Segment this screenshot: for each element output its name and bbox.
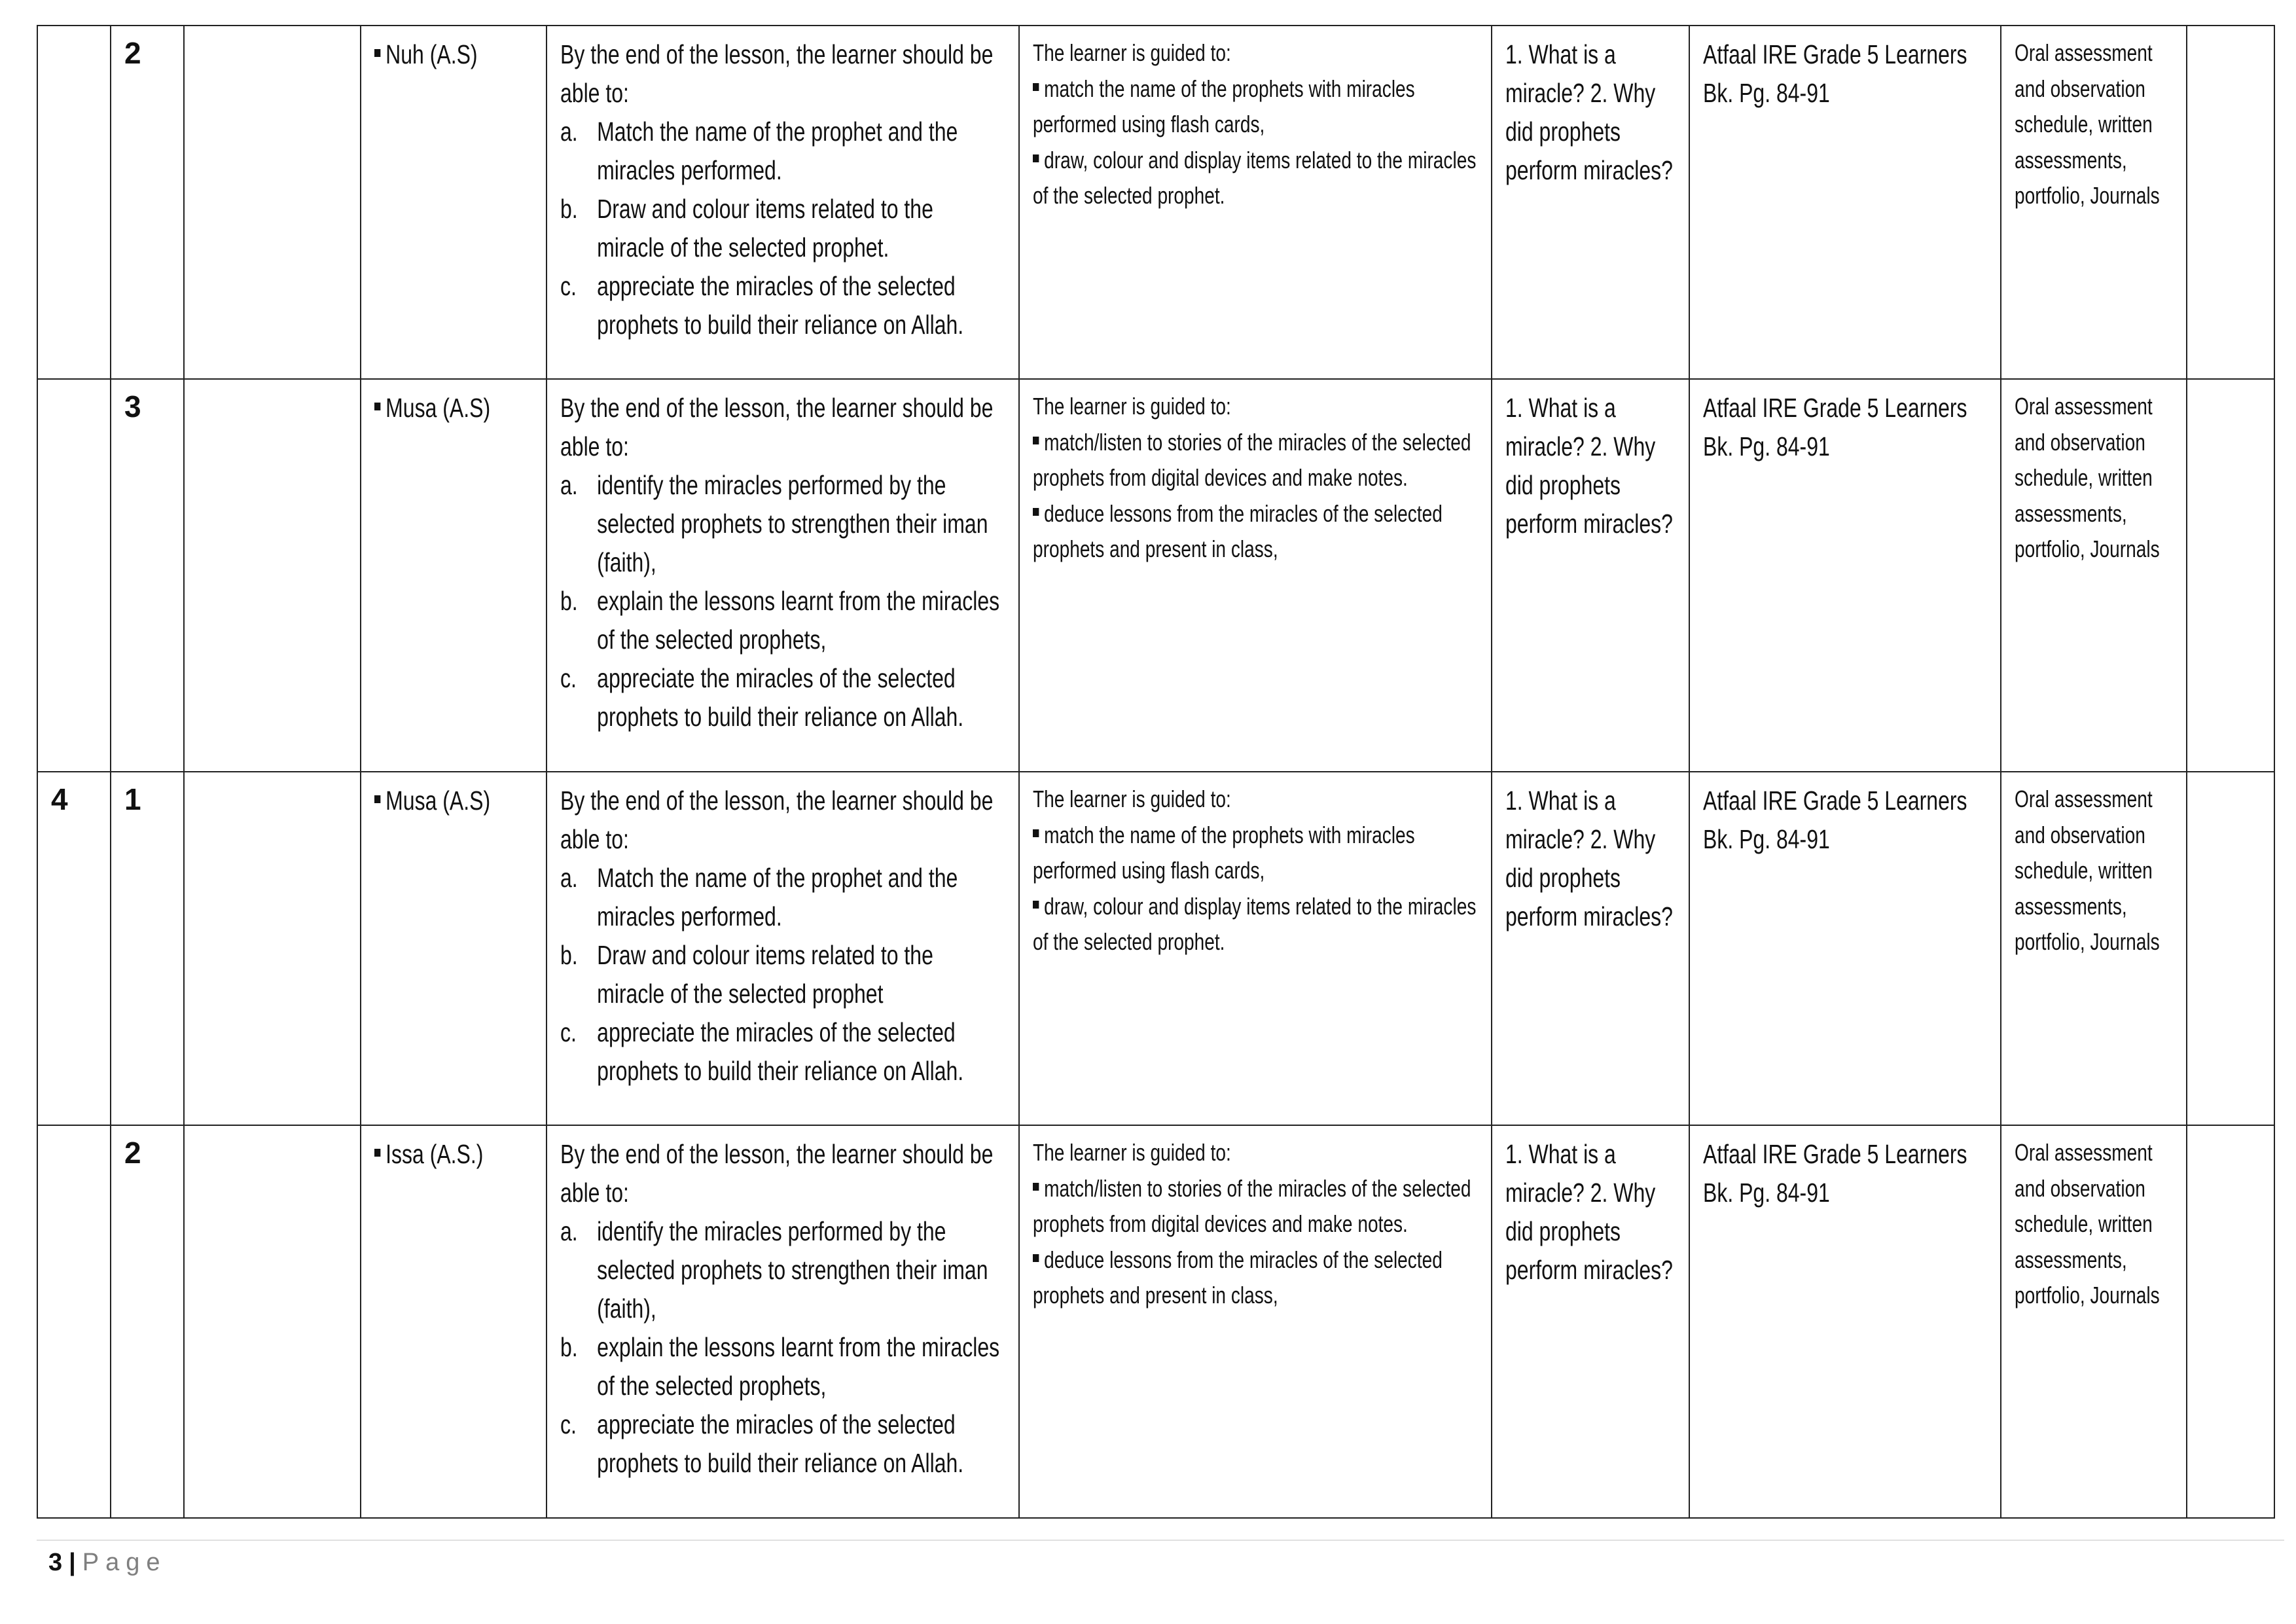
strand-cell xyxy=(184,26,361,379)
experience-item xyxy=(1033,889,1477,960)
outcome-text: explain the lessons learnt from the miracles of the selected prophets, xyxy=(597,586,1000,655)
outcome-text: Draw and colour items related to the miracle of the selected prophet xyxy=(597,940,933,1009)
outcome-item xyxy=(560,659,1005,736)
experience-text: match the name of the prophets with miracles performed using flash cards, xyxy=(1033,821,1415,884)
strand-cell xyxy=(184,379,361,772)
sub-strand-cell xyxy=(361,379,547,772)
outcome-marker: b. xyxy=(560,940,578,970)
experience-item xyxy=(1033,496,1477,568)
learning-resources-cell xyxy=(1689,26,2001,379)
outcome-marker: a. xyxy=(560,1216,578,1246)
outcome-item xyxy=(560,466,1005,582)
outcome-item xyxy=(560,190,1005,267)
page-number: 3 xyxy=(48,1549,63,1576)
sub-strand-text: Musa (A.S) xyxy=(386,393,491,423)
experience-item xyxy=(1033,71,1477,143)
experience-text: draw, colour and display items related to the miracles of the selected prophet. xyxy=(1033,892,1477,955)
outcome-item xyxy=(560,267,1005,344)
outcome-item xyxy=(560,1013,1005,1091)
bullet-icon xyxy=(374,795,380,803)
week-cell: 4 xyxy=(37,772,111,1125)
remarks-cell xyxy=(2187,379,2274,772)
bullet-icon xyxy=(1033,508,1039,516)
page-footer xyxy=(48,1549,167,1577)
questions-text: 1. What is a miracle? 2. Why did prophets perform miracles? xyxy=(1505,39,1673,185)
outcome-marker: c. xyxy=(560,271,577,301)
experience-item xyxy=(1033,1171,1477,1242)
experience-item xyxy=(1033,143,1477,214)
sub-strand-cell xyxy=(361,1125,547,1518)
learning-experiences-cell xyxy=(1019,772,1492,1125)
experience-text: deduce lessons from the miracles of the selected prophets and present in class, xyxy=(1033,1246,1443,1308)
key-inquiry-questions-cell xyxy=(1492,1125,1689,1518)
learning-resources-cell xyxy=(1689,379,2001,772)
learning-resources-cell xyxy=(1689,772,2001,1125)
table-row xyxy=(37,1125,2274,1518)
sub-strand-cell xyxy=(361,26,547,379)
bullet-icon xyxy=(1033,1183,1039,1191)
lesson-cell: 2 xyxy=(111,26,184,379)
week-cell xyxy=(37,26,111,379)
outcome-text: Match the name of the prophet and the miracles performed. xyxy=(597,117,958,185)
bullet-icon xyxy=(1033,437,1039,444)
bullet-icon xyxy=(374,1149,380,1157)
outcome-item xyxy=(560,1328,1005,1405)
outcome-marker: a. xyxy=(560,117,578,147)
learning-experiences-cell xyxy=(1019,26,1492,379)
lesson-cell: 3 xyxy=(111,379,184,772)
resources-text: Atfaal IRE Grade 5 Learners Bk. Pg. 84-91 xyxy=(1703,1139,1967,1208)
table-row xyxy=(37,772,2274,1125)
outcome-marker: c. xyxy=(560,1017,577,1047)
lesson-cell: 1 xyxy=(111,772,184,1125)
experience-text: match the name of the prophets with miracles performed using flash cards, xyxy=(1033,75,1415,137)
outcome-text: identify the miracles performed by the selected prophets to strengthen their iman (faith), xyxy=(597,1216,988,1324)
assessment-text: Oral assessment and observation schedule, written assessments, portfolio, Journals xyxy=(2015,1139,2160,1308)
outcome-text: Match the name of the prophet and the miracles performed. xyxy=(597,863,958,931)
lesson-cell: 2 xyxy=(111,1125,184,1518)
experiences-intro: The learner is guided to: xyxy=(1033,785,1231,812)
bullet-icon xyxy=(1033,829,1039,837)
assessment-cell xyxy=(2001,1125,2187,1518)
bullet-icon xyxy=(1033,901,1039,909)
experiences-intro: The learner is guided to: xyxy=(1033,39,1231,66)
outcome-text: identify the miracles performed by the selected prophets to strengthen their iman (faith), xyxy=(597,470,988,577)
experience-text: match/listen to stories of the miracles of the selected prophets from digital devices and make notes. xyxy=(1033,428,1471,491)
outcome-marker: c. xyxy=(560,1409,577,1439)
bullet-icon xyxy=(1033,83,1039,91)
remarks-cell xyxy=(2187,772,2274,1125)
sub-strand-text: Musa (A.S) xyxy=(386,785,491,816)
outcomes-list xyxy=(560,466,1005,736)
experience-text: match/listen to stories of the miracles of the selected prophets from digital devices and make notes. xyxy=(1033,1174,1471,1237)
experience-text: draw, colour and display items related to the miracles of the selected prophet. xyxy=(1033,146,1477,209)
bullet-icon xyxy=(1033,154,1039,162)
sub-strand-cell xyxy=(361,772,547,1125)
outcomes-list xyxy=(560,1212,1005,1483)
outcome-marker: b. xyxy=(560,586,578,616)
learning-outcomes-cell xyxy=(547,772,1019,1125)
strand-cell xyxy=(184,772,361,1125)
questions-text: 1. What is a miracle? 2. Why did prophets perform miracles? xyxy=(1505,393,1673,539)
outcome-item xyxy=(560,1405,1005,1483)
outcome-item xyxy=(560,582,1005,659)
assessment-text: Oral assessment and observation schedule, written assessments, portfolio, Journals xyxy=(2015,39,2160,209)
table-row xyxy=(37,26,2274,379)
sub-strand-text: Issa (A.S.) xyxy=(386,1139,484,1169)
learning-experiences-cell xyxy=(1019,1125,1492,1518)
resources-text: Atfaal IRE Grade 5 Learners Bk. Pg. 84-91 xyxy=(1703,39,1967,108)
week-cell xyxy=(37,1125,111,1518)
experiences-intro: The learner is guided to: xyxy=(1033,1139,1231,1166)
learning-outcomes-cell xyxy=(547,26,1019,379)
footer-divider xyxy=(37,1540,2284,1541)
outcomes-list xyxy=(560,113,1005,344)
outcome-text: appreciate the miracles of the selected prophets to build their reliance on Allah. xyxy=(597,663,964,732)
questions-text: 1. What is a miracle? 2. Why did prophets perform miracles? xyxy=(1505,1139,1673,1285)
remarks-cell xyxy=(2187,26,2274,379)
resources-text: Atfaal IRE Grade 5 Learners Bk. Pg. 84-91 xyxy=(1703,785,1967,854)
resources-text: Atfaal IRE Grade 5 Learners Bk. Pg. 84-91 xyxy=(1703,393,1967,461)
table-body xyxy=(37,26,2274,1518)
experience-item xyxy=(1033,1242,1477,1314)
outcome-item xyxy=(560,936,1005,1013)
assessment-cell xyxy=(2001,379,2187,772)
bullet-icon xyxy=(1033,1254,1039,1262)
outcome-marker: b. xyxy=(560,194,578,224)
outcome-text: appreciate the miracles of the selected prophets to build their reliance on Allah. xyxy=(597,1017,964,1086)
outcomes-intro: By the end of the lesson, the learner should be able to: xyxy=(560,39,994,108)
bullet-icon xyxy=(374,403,380,410)
key-inquiry-questions-cell xyxy=(1492,379,1689,772)
sub-strand-text: Nuh (A.S) xyxy=(386,39,478,69)
remarks-cell xyxy=(2187,1125,2274,1518)
key-inquiry-questions-cell xyxy=(1492,26,1689,379)
assessment-text: Oral assessment and observation schedule, written assessments, portfolio, Journals xyxy=(2015,393,2160,562)
outcome-text: explain the lessons learnt from the miracles of the selected prophets, xyxy=(597,1332,1000,1401)
outcome-text: appreciate the miracles of the selected prophets to build their reliance on Allah. xyxy=(597,1409,964,1478)
outcome-item xyxy=(560,113,1005,190)
outcome-marker: c. xyxy=(560,663,577,693)
key-inquiry-questions-cell xyxy=(1492,772,1689,1125)
strand-cell xyxy=(184,1125,361,1518)
page-separator: | xyxy=(69,1549,76,1576)
assessment-cell xyxy=(2001,26,2187,379)
experience-item xyxy=(1033,425,1477,496)
outcomes-list xyxy=(560,859,1005,1091)
page-label: Page xyxy=(82,1549,167,1576)
experiences-intro: The learner is guided to: xyxy=(1033,393,1231,420)
outcome-text: Draw and colour items related to the miracle of the selected prophet. xyxy=(597,194,933,262)
outcomes-intro: By the end of the lesson, the learner should be able to: xyxy=(560,393,994,461)
experience-item xyxy=(1033,818,1477,889)
outcome-item xyxy=(560,859,1005,936)
outcome-item xyxy=(560,1212,1005,1328)
outcome-marker: b. xyxy=(560,1332,578,1362)
assessment-text: Oral assessment and observation schedule, written assessments, portfolio, Journals xyxy=(2015,785,2160,955)
week-cell xyxy=(37,379,111,772)
assessment-cell xyxy=(2001,772,2187,1125)
learning-resources-cell xyxy=(1689,1125,2001,1518)
learning-outcomes-cell xyxy=(547,1125,1019,1518)
scheme-of-work-table xyxy=(37,25,2275,1519)
questions-text: 1. What is a miracle? 2. Why did prophets perform miracles? xyxy=(1505,785,1673,931)
learning-experiences-cell xyxy=(1019,379,1492,772)
table-row xyxy=(37,379,2274,772)
learning-outcomes-cell xyxy=(547,379,1019,772)
bullet-icon xyxy=(374,49,380,57)
outcomes-intro: By the end of the lesson, the learner should be able to: xyxy=(560,1139,994,1208)
outcome-marker: a. xyxy=(560,470,578,500)
experience-text: deduce lessons from the miracles of the selected prophets and present in class, xyxy=(1033,499,1443,562)
outcome-text: appreciate the miracles of the selected prophets to build their reliance on Allah. xyxy=(597,271,964,340)
outcomes-intro: By the end of the lesson, the learner should be able to: xyxy=(560,785,994,854)
outcome-marker: a. xyxy=(560,863,578,893)
